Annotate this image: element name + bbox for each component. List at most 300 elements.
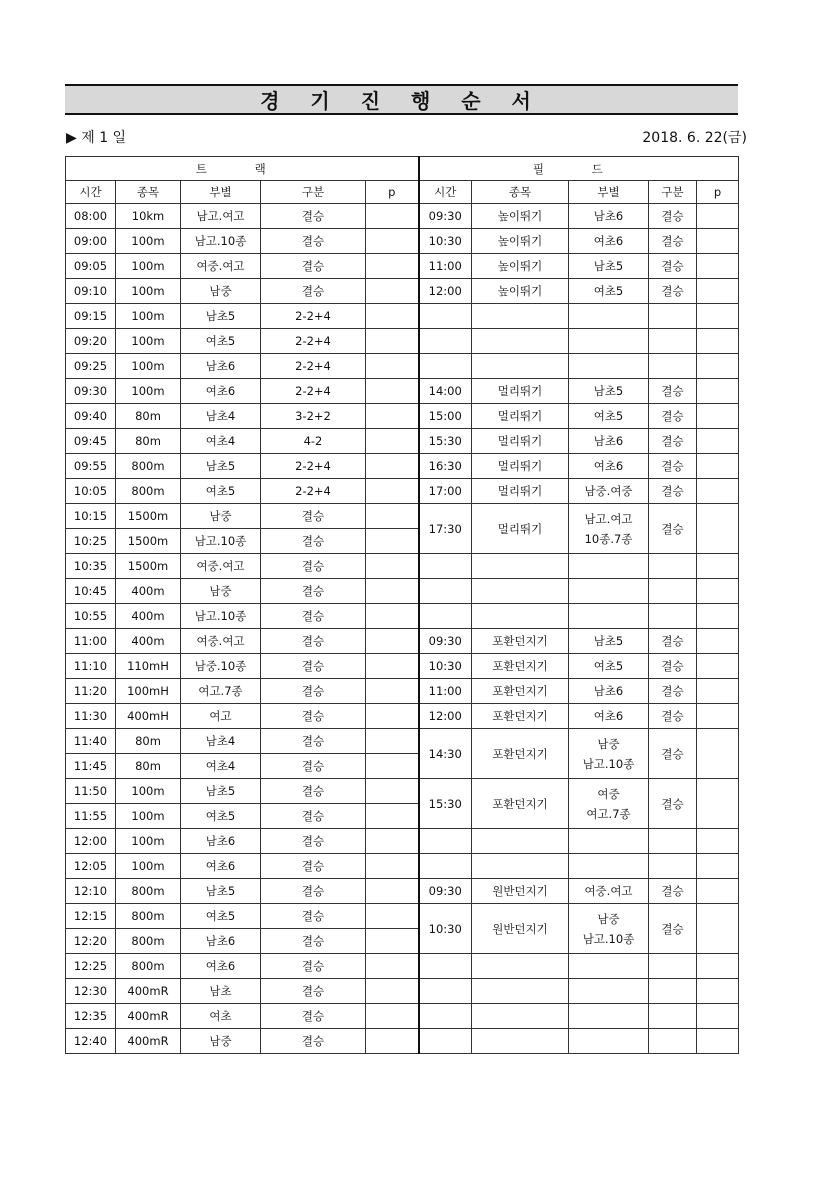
track-division: 남고.10종: [181, 604, 261, 629]
field-round: 결승: [649, 679, 697, 704]
field-round: 결승: [649, 404, 697, 429]
track-round: 결승: [261, 779, 366, 804]
field-time: [419, 954, 472, 979]
track-round: 결승: [261, 279, 366, 304]
table-row: [66, 479, 739, 504]
field-event: [472, 329, 569, 354]
track-event: 110mH: [116, 654, 181, 679]
field-event: [472, 954, 569, 979]
field-round: [649, 554, 697, 579]
field-event: 원반던지기: [472, 904, 569, 954]
field-event: [472, 829, 569, 854]
field-time: 14:30: [419, 729, 472, 779]
table-row: [66, 554, 739, 579]
track-round: 2-2+4: [261, 479, 366, 504]
field-division: 남중 남고.10종: [569, 729, 649, 779]
field-event: 멀리뛰기: [472, 404, 569, 429]
track-event: 100m: [116, 804, 181, 829]
field-division: [569, 979, 649, 1004]
field-time: [419, 854, 472, 879]
table-row: [66, 404, 739, 429]
field-p: [697, 604, 739, 629]
field-time: 17:00: [419, 479, 472, 504]
field-round: [649, 1029, 697, 1054]
track-p: [366, 1029, 419, 1054]
table-row: [66, 229, 739, 254]
field-division: 남초6: [569, 429, 649, 454]
track-division: 남초5: [181, 304, 261, 329]
track-col-p: p: [366, 181, 419, 204]
track-p: [366, 429, 419, 454]
track-time: 11:45: [66, 754, 116, 779]
track-time: 11:50: [66, 779, 116, 804]
field-time: [419, 829, 472, 854]
track-round: 2-2+4: [261, 354, 366, 379]
field-time: 15:00: [419, 404, 472, 429]
track-time: 09:00: [66, 229, 116, 254]
field-col-event: 종목: [472, 181, 569, 204]
track-division: 남고.10종: [181, 229, 261, 254]
field-p: [697, 1004, 739, 1029]
field-event: 멀리뛰기: [472, 379, 569, 404]
table-row: [66, 954, 739, 979]
track-event: 100m: [116, 779, 181, 804]
track-p: [366, 254, 419, 279]
field-round: 결승: [649, 654, 697, 679]
track-time: 11:20: [66, 679, 116, 704]
field-event: 포환던지기: [472, 704, 569, 729]
track-round: 결승: [261, 254, 366, 279]
track-round: 결승: [261, 679, 366, 704]
track-division: 여고.7종: [181, 679, 261, 704]
track-division: 여초4: [181, 754, 261, 779]
track-event: 100m: [116, 279, 181, 304]
field-p: [697, 379, 739, 404]
track-round: 결승: [261, 754, 366, 779]
track-division: 남중: [181, 1029, 261, 1054]
field-round: [649, 954, 697, 979]
event-date: 2018. 6. 22(금): [642, 130, 747, 146]
field-event: [472, 1029, 569, 1054]
track-division: 남초5: [181, 879, 261, 904]
track-event: 400mH: [116, 704, 181, 729]
field-p: [697, 329, 739, 354]
field-division: 남초6: [569, 204, 649, 229]
track-round: 4-2: [261, 429, 366, 454]
day-label: ▶ 제 1 일: [66, 130, 127, 146]
table-row: [66, 654, 739, 679]
track-event: 100m: [116, 829, 181, 854]
table-row: [66, 629, 739, 654]
field-p: [697, 554, 739, 579]
track-p: [366, 379, 419, 404]
field-p: [697, 679, 739, 704]
field-time: [419, 1029, 472, 1054]
field-round: 결승: [649, 629, 697, 654]
track-round: 결승: [261, 629, 366, 654]
field-round: [649, 604, 697, 629]
table-row: [66, 379, 739, 404]
table-row: [66, 504, 739, 529]
field-division: 여초5: [569, 404, 649, 429]
track-time: 12:30: [66, 979, 116, 1004]
field-event: 높이뛰기: [472, 279, 569, 304]
field-event: [472, 604, 569, 629]
field-event: 멀리뛰기: [472, 429, 569, 454]
field-p: [697, 229, 739, 254]
field-round: 결승: [649, 204, 697, 229]
field-division: 남초6: [569, 679, 649, 704]
field-time: 11:00: [419, 254, 472, 279]
track-event: 80m: [116, 404, 181, 429]
field-section-header: 필 드: [419, 157, 739, 181]
track-p: [366, 729, 419, 754]
track-round: 결승: [261, 529, 366, 554]
field-round: 결승: [649, 479, 697, 504]
field-p: [697, 579, 739, 604]
track-col-time: 시간: [66, 181, 116, 204]
track-division: 여초6: [181, 379, 261, 404]
field-division: 여중.여고: [569, 879, 649, 904]
field-col-p: p: [697, 181, 739, 204]
track-time: 12:15: [66, 904, 116, 929]
track-round: 결승: [261, 504, 366, 529]
track-round: 2-2+4: [261, 454, 366, 479]
track-time: 12:00: [66, 829, 116, 854]
track-division: 여초5: [181, 904, 261, 929]
field-p: [697, 204, 739, 229]
table-row: [66, 879, 739, 904]
track-round: 2-2+4: [261, 304, 366, 329]
track-p: [366, 779, 419, 804]
field-time: [419, 304, 472, 329]
track-p: [366, 204, 419, 229]
field-p: [697, 354, 739, 379]
track-division: 여초5: [181, 479, 261, 504]
table-row: [66, 329, 739, 354]
track-round: 결승: [261, 804, 366, 829]
field-p: [697, 279, 739, 304]
track-time: 11:40: [66, 729, 116, 754]
track-round: 결승: [261, 979, 366, 1004]
track-division: 여중.여고: [181, 254, 261, 279]
field-round: [649, 1004, 697, 1029]
track-event: 400m: [116, 604, 181, 629]
track-event: 100m: [116, 854, 181, 879]
field-division: 여초6: [569, 704, 649, 729]
track-event: 100m: [116, 304, 181, 329]
field-division: [569, 1029, 649, 1054]
field-event: 높이뛰기: [472, 229, 569, 254]
track-p: [366, 1004, 419, 1029]
track-p: [366, 854, 419, 879]
track-time: 08:00: [66, 204, 116, 229]
track-col-round: 구분: [261, 181, 366, 204]
track-round: 2-2+4: [261, 379, 366, 404]
table-row: [66, 829, 739, 854]
track-event: 1500m: [116, 504, 181, 529]
field-division: 남고.여고 10종.7종: [569, 504, 649, 554]
table-row: [66, 1004, 739, 1029]
track-p: [366, 454, 419, 479]
field-event: 높이뛰기: [472, 254, 569, 279]
table-row: [66, 429, 739, 454]
field-division: 남초5: [569, 379, 649, 404]
track-division: 남중: [181, 279, 261, 304]
field-round: [649, 304, 697, 329]
track-time: 10:05: [66, 479, 116, 504]
track-division: 여초6: [181, 954, 261, 979]
field-division: [569, 354, 649, 379]
track-col-division: 부별: [181, 181, 261, 204]
track-time: 12:10: [66, 879, 116, 904]
track-division: 남고.10종: [181, 529, 261, 554]
track-p: [366, 654, 419, 679]
track-time: 12:05: [66, 854, 116, 879]
track-time: 09:30: [66, 379, 116, 404]
field-time: 11:00: [419, 679, 472, 704]
track-p: [366, 604, 419, 629]
track-division: 남초5: [181, 779, 261, 804]
track-time: 09:55: [66, 454, 116, 479]
field-round: 결승: [649, 229, 697, 254]
track-event: 400mR: [116, 979, 181, 1004]
field-time: 17:30: [419, 504, 472, 554]
field-division: 여초6: [569, 454, 649, 479]
field-division: [569, 954, 649, 979]
track-round: 결승: [261, 704, 366, 729]
track-p: [366, 529, 419, 554]
field-p: [697, 729, 739, 779]
field-round: [649, 329, 697, 354]
track-p: [366, 354, 419, 379]
table-row: [66, 454, 739, 479]
field-col-time: 시간: [419, 181, 472, 204]
track-division: 남초6: [181, 829, 261, 854]
track-division: 여고: [181, 704, 261, 729]
field-division: [569, 604, 649, 629]
field-event: 높이뛰기: [472, 204, 569, 229]
track-time: 12:20: [66, 929, 116, 954]
table-row: [66, 679, 739, 704]
track-event: 400m: [116, 629, 181, 654]
field-p: [697, 429, 739, 454]
field-round: 결승: [649, 279, 697, 304]
track-p: [366, 579, 419, 604]
track-event: 10km: [116, 204, 181, 229]
track-time: 10:15: [66, 504, 116, 529]
document-title: 경 기 진 행 순 서: [65, 84, 738, 115]
track-event: 800m: [116, 904, 181, 929]
track-event: 100m: [116, 229, 181, 254]
track-time: 11:10: [66, 654, 116, 679]
track-event: 100m: [116, 329, 181, 354]
field-division: [569, 304, 649, 329]
field-event: [472, 579, 569, 604]
track-p: [366, 704, 419, 729]
track-p: [366, 504, 419, 529]
track-event: 1500m: [116, 554, 181, 579]
track-time: 09:45: [66, 429, 116, 454]
field-p: [697, 479, 739, 504]
track-event: 100m: [116, 379, 181, 404]
field-p: [697, 704, 739, 729]
field-time: 09:30: [419, 629, 472, 654]
track-time: 11:00: [66, 629, 116, 654]
field-event: 포환던지기: [472, 779, 569, 829]
track-time: 10:25: [66, 529, 116, 554]
field-p: [697, 829, 739, 854]
track-division: 남초6: [181, 354, 261, 379]
field-event: [472, 554, 569, 579]
track-p: [366, 929, 419, 954]
track-time: 10:35: [66, 554, 116, 579]
track-division: 여중.여고: [181, 629, 261, 654]
table-row: [66, 1029, 739, 1054]
track-round: 결승: [261, 904, 366, 929]
field-round: 결승: [649, 904, 697, 954]
field-time: 10:30: [419, 904, 472, 954]
field-division: 여초5: [569, 654, 649, 679]
schedule-table: [65, 156, 739, 1054]
track-event: 80m: [116, 754, 181, 779]
table-row: [66, 254, 739, 279]
track-event: 800m: [116, 454, 181, 479]
field-event: 포환던지기: [472, 729, 569, 779]
table-row: [66, 604, 739, 629]
field-time: 14:00: [419, 379, 472, 404]
field-division: 여중 여고.7종: [569, 779, 649, 829]
field-division: 남중 남고.10종: [569, 904, 649, 954]
track-round: 결승: [261, 1004, 366, 1029]
track-p: [366, 979, 419, 1004]
field-time: [419, 579, 472, 604]
track-p: [366, 329, 419, 354]
track-p: [366, 804, 419, 829]
field-round: [649, 354, 697, 379]
track-p: [366, 229, 419, 254]
field-time: 10:30: [419, 229, 472, 254]
track-time: 09:25: [66, 354, 116, 379]
field-time: 09:30: [419, 204, 472, 229]
field-round: [649, 579, 697, 604]
track-event: 100m: [116, 354, 181, 379]
track-time: 10:55: [66, 604, 116, 629]
track-round: 결승: [261, 879, 366, 904]
track-event: 80m: [116, 729, 181, 754]
track-round: 결승: [261, 604, 366, 629]
track-round: 결승: [261, 554, 366, 579]
track-p: [366, 904, 419, 929]
track-round: 3-2+2: [261, 404, 366, 429]
track-time: 09:40: [66, 404, 116, 429]
field-p: [697, 979, 739, 1004]
track-p: [366, 304, 419, 329]
field-p: [697, 954, 739, 979]
track-division: 남중: [181, 579, 261, 604]
field-division: [569, 854, 649, 879]
field-time: [419, 979, 472, 1004]
field-time: 09:30: [419, 879, 472, 904]
track-round: 결승: [261, 829, 366, 854]
track-division: 남초5: [181, 454, 261, 479]
track-division: 남초: [181, 979, 261, 1004]
track-time: 09:05: [66, 254, 116, 279]
field-time: [419, 329, 472, 354]
field-round: 결승: [649, 504, 697, 554]
track-round: 결승: [261, 854, 366, 879]
track-event: 100m: [116, 254, 181, 279]
track-round: 결승: [261, 654, 366, 679]
field-event: 멀리뛰기: [472, 479, 569, 504]
field-p: [697, 629, 739, 654]
track-event: 100mH: [116, 679, 181, 704]
track-p: [366, 479, 419, 504]
field-division: 여초5: [569, 279, 649, 304]
field-p: [697, 779, 739, 829]
field-round: 결승: [649, 779, 697, 829]
track-p: [366, 279, 419, 304]
field-p: [697, 879, 739, 904]
table-row: [66, 979, 739, 1004]
track-round: 결승: [261, 1029, 366, 1054]
track-round: 결승: [261, 729, 366, 754]
field-p: [697, 254, 739, 279]
track-division: 여초4: [181, 429, 261, 454]
track-p: [366, 679, 419, 704]
field-p: [697, 854, 739, 879]
field-time: [419, 554, 472, 579]
track-time: 11:30: [66, 704, 116, 729]
field-time: [419, 1004, 472, 1029]
table-row: [66, 704, 739, 729]
track-event: 800m: [116, 479, 181, 504]
field-time: 10:30: [419, 654, 472, 679]
field-round: 결승: [649, 454, 697, 479]
field-time: 12:00: [419, 279, 472, 304]
track-p: [366, 879, 419, 904]
field-time: 16:30: [419, 454, 472, 479]
track-division: 여초: [181, 1004, 261, 1029]
field-event: 멀리뛰기: [472, 504, 569, 554]
track-division: 남초4: [181, 729, 261, 754]
field-round: 결승: [649, 379, 697, 404]
track-division: 남중.10종: [181, 654, 261, 679]
field-col-division: 부별: [569, 181, 649, 204]
field-p: [697, 904, 739, 954]
table-row: [66, 579, 739, 604]
track-event: 800m: [116, 879, 181, 904]
field-division: 남중.여중: [569, 479, 649, 504]
field-round: [649, 829, 697, 854]
field-p: [697, 654, 739, 679]
field-col-round: 구분: [649, 181, 697, 204]
field-division: [569, 829, 649, 854]
track-time: 09:10: [66, 279, 116, 304]
field-p: [697, 504, 739, 554]
field-p: [697, 454, 739, 479]
track-division: 남초6: [181, 929, 261, 954]
track-time: 12:25: [66, 954, 116, 979]
track-time: 10:45: [66, 579, 116, 604]
field-event: [472, 854, 569, 879]
track-event: 800m: [116, 954, 181, 979]
field-event: [472, 979, 569, 1004]
table-row: [66, 729, 739, 754]
field-division: 여초6: [569, 229, 649, 254]
field-time: [419, 354, 472, 379]
field-event: [472, 354, 569, 379]
